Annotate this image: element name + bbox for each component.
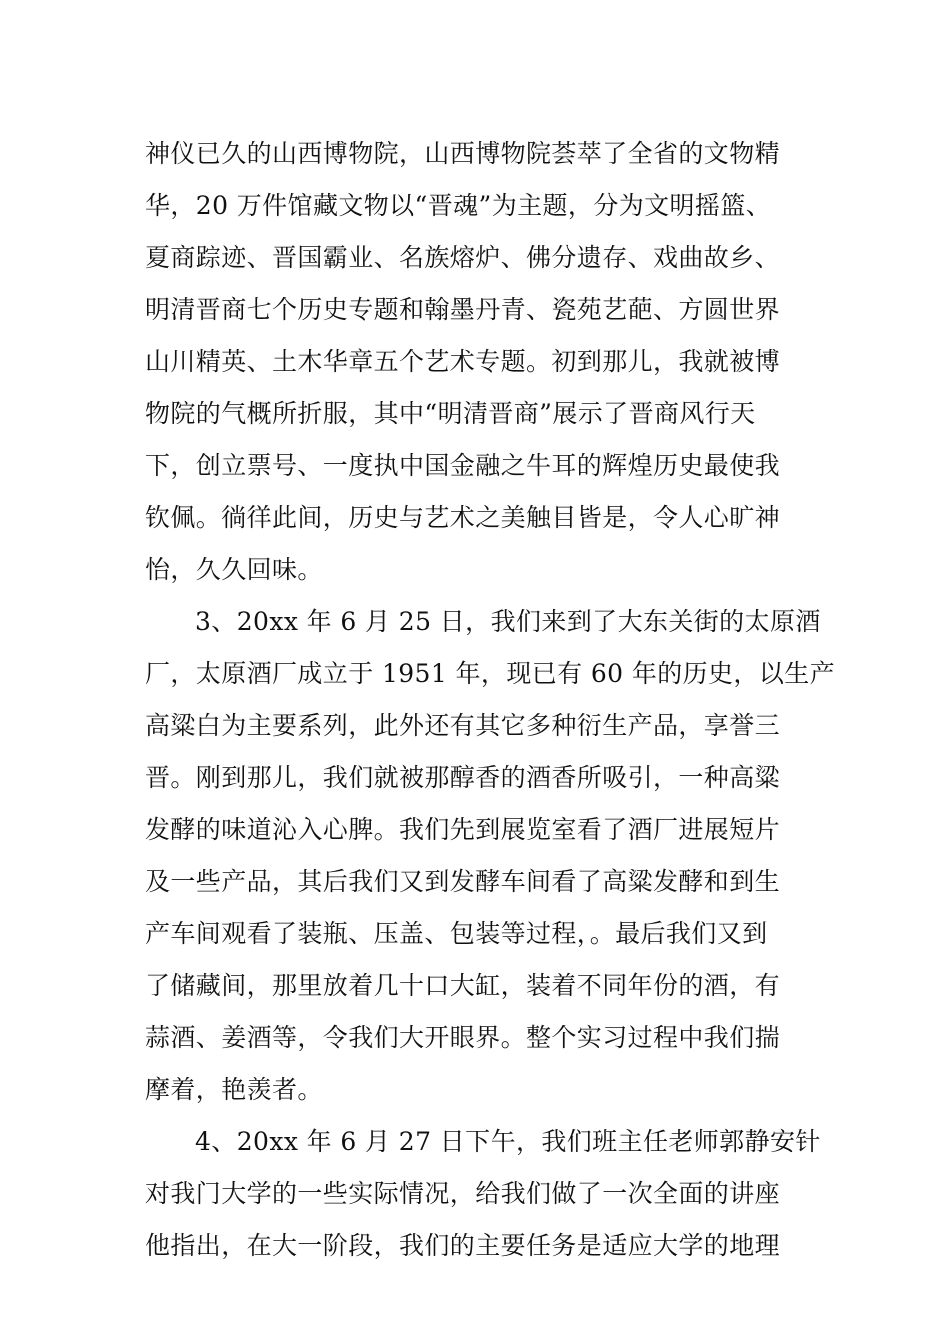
text-line: 他指出，在大一阶段，我们的主要任务是适应大学的地理 [145,1231,781,1260]
text-line: 3、20xx 年 6 月 25 日，我们来到了大东关街的太原酒 [195,607,821,636]
text-line: 钦佩。徜徉此间，历史与艺术之美触目皆是，令人心旷神 [145,503,781,532]
text-line: 发酵的味道沁入心脾。我们先到展览室看了酒厂进展短片 [145,815,781,844]
text-line: 高粱白为主要系列，此外还有其它多种衍生产品，享誉三 [145,711,781,740]
text-line: 产车间观看了装瓶、压盖、包装等过程，。最后我们又到 [145,919,768,948]
text-line: 物院的气概所折服，其中“明清晋商”展示了晋商风行天 [145,399,756,428]
text-line: 蒜酒、姜酒等，令我们大开眼界。整个实习过程中我们揣 [145,1023,781,1052]
text-line: 了储藏间，那里放着几十口大缸，装着不同年份的酒，有 [145,971,781,1000]
text-line: 夏商踪迹、晋国霸业、名族熔炉、佛分遗存、戏曲故乡、 [145,243,781,272]
text-line: 明清晋商七个历史专题和翰墨丹青、瓷苑艺葩、方圆世界 [145,295,781,324]
text-line: 怡，久久回味。 [145,555,323,584]
text-line: 下，创立票号、一度执中国金融之牛耳的辉煌历史最使我 [145,451,781,480]
text-line: 4、20xx 年 6 月 27 日下午，我们班主任老师郭静安针 [195,1127,821,1156]
text-line: 摩着，艳羡者。 [145,1075,323,1104]
text-line: 对我门大学的一些实际情况，给我们做了一次全面的讲座 [145,1179,781,1208]
text-line: 及一些产品，其后我们又到发酵车间看了高粱发酵和到生 [145,867,781,896]
text-line: 厂，太原酒厂成立于 1951 年，现已有 60 年的历史，以生产 [145,659,836,688]
text-line: 山川精英、土木华章五个艺术专题。初到那儿，我就被博 [145,347,781,376]
body-text [145,128,836,1272]
text-line: 神仪已久的山西博物院，山西博物院荟萃了全省的文物精 [145,139,781,168]
text-line: 晋。刚到那儿，我们就被那醇香的酒香所吸引，一种高粱 [145,763,781,792]
text-line: 华，20 万件馆藏文物以“晋魂”为主题，分为文明摇篮、 [145,191,772,220]
